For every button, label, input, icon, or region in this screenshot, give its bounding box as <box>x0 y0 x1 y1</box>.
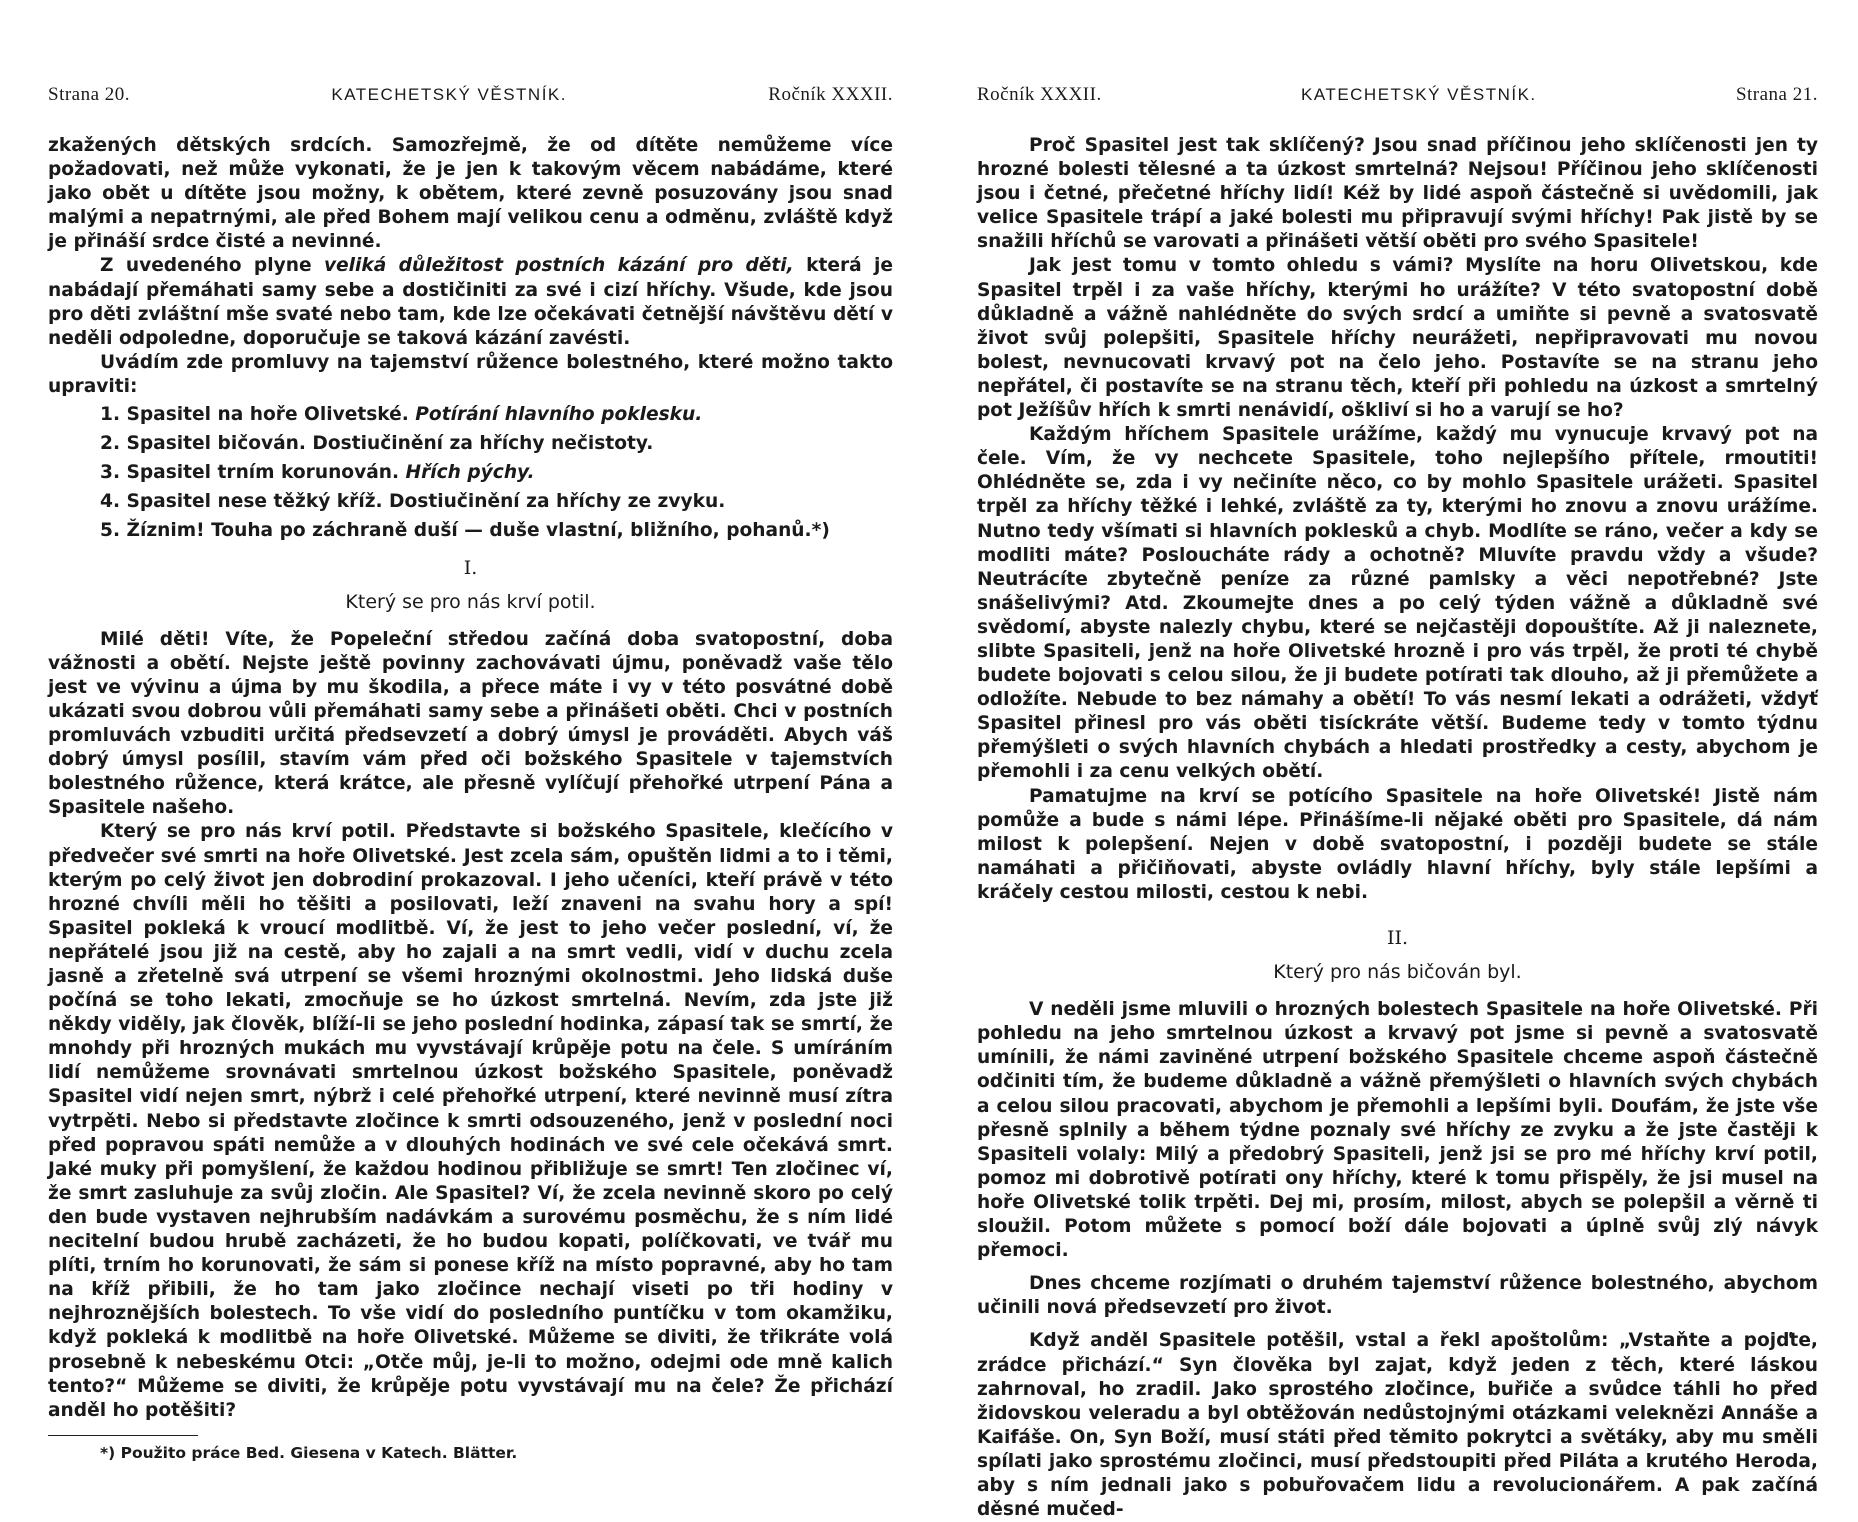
right-paragraph-2: Jak jest tomu v tomto ohledu s vámi? Myslíte na horu Olivetskou, kde Spasitel trpěl i za vaše hříchy, kterými ho urážíte? V této svatopostní době důkladně a vážně nahlédněte do svých srdcí a umiňte si pevně a svatosvatě život svůj polepšiti, Spasitele hříchy neurážeti, nepřipravovati mu novou bolest, nevnucovati krvavý pot na čelo jeho. Postavíte se na stranu jeho nepřátel, či postavíte se na stranu těch, kteří při pohledu na úzkost a smrtelný pot Ježíšův hřích k smrti nenávidí, oškliví si ho a varují se ho? <box>977 255 1818 422</box>
footnote-divider <box>48 1435 198 1436</box>
list-item <box>48 432 893 456</box>
right-page-number: Strana 21. <box>1735 84 1818 105</box>
right-paragraph-6: Dnes chceme rozjímati o druhém tajemství růžence bolestného, abychom učinili nová předsevzetí pro život. <box>977 1273 1818 1319</box>
left-p2-end: která je nabádají přemáhati samy sebe a dostičiniti za své i cizí hříchy. Všude, kde jsou pro děti zvláštní mše svaté nebo tam, kde lze očekávati četnější návštěvu dětí v neděli odpoledne, doporučuje se taková kázání zavésti. <box>48 255 893 349</box>
right-paragraph-1: Proč Spasitel jest tak sklíčený? Jsou snad příčinou jeho sklíčenosti jen ty hrozné bolesti tělesné a ta úzkost smrtelná? Nejsou! Příčinou jeho sklíčenosti jsou i četné, přečetné hříchy lidí! Kéž by lidé aspoň částečně si uvědomili, jak velice Spasitele trápí a jaké bolesti mu připravují svými hříchy! Pak jistě by se snažili hříchů se varovati a přinášeti větší oběti pro svého Spasitele! <box>977 135 1818 253</box>
left-page <box>0 0 929 1500</box>
right-paragraph-5: V neděli jsme mluvili o hrozných bolestech Spasitele na hoře Olivetské. Při pohledu na jeho smrtelnou úzkost a krvavý pot jsme si pevně a svatosvatě umínili, že námi zaviněné utrpení božského Spasitele chceme aspoň částečně odčiniti tím, že budeme důkladně a vážně přemýšleti o hlavních svých chybách a celou silou pracovati, abychom je přemohli a lepšími byli. Doufám, že jste vše přesně splnily a během týdne poznaly své hříchy ze zvyku a že jste častěji k Spasiteli volaly: Milý a předobrý Spasiteli, jenž jsi se pro mé hříchy krví potil, pomoz mi dobrotivě potírati ony hříchy, které k tomu přispěly, že jsi musel na hoře Olivetské tolik trpěti. Dej mi, prosím, milost, abych se polepšil a věrně ti sloužil. Potom můžete s pomocí boží dále bojovati a úplně svůj zlý návyk přemoci. <box>977 999 1818 1262</box>
right-paragraph-4: Pamatujme na krví se potícího Spasitele na hoře Olivetské! Jistě nám pomůže a bude s námi lépe. Přinášíme-li nějaké oběti pro Spasitele, dá nám milost k polepšení. Nejen v době svatopostní, i později budete se stále namáhati a přičiňovati, abyste ovládly hlavní hříchy, byly stále lepšími a kráčely cestou milosti, cestou k nebi. <box>977 785 1818 903</box>
right-paragraph-3: Každým hříchem Spasitele urážíme, každý mu vynucuje krvavý pot na čele. Vím, že vy nechcete Spasitele, toho nejlepšího přítele, rmoutiti! Ohlédněte se, zda i vy nečiníte něco, co by mohlo Spasitele urážeti. Spasitel trpěl za hříchy těžké i lehké, zvláště za ty, kterými ho znovu a znovu urážíme. Nutno tedy všímati si hlavních poklesků a chyb. Modlíte se ráno, večer a kdy se modliti máte? Posloucháte rády a ochotně? Mluvíte pravdu vždy a všude? Neutrácíte zbytečně peníze za různé pamlsky a věci nepotřebné? Jste snášelivými? Atd. Zkoumejte dnes a po celý týden vážně a důkladně své svědomí, abyste nalezly chybu, které se nejčastěji dopouštíte. Až ji naleznete, slibte Spasiteli, jenž na hoře Olivetské hrozně i pro vás trpěl, že proti té chybě budete bojovati s celou silou, že ji budete potírati tak dlouho, až ji přemůžete a odložíte. Nebude to bez námahy a obětí! To vás nesmí lekati a odrážeti, vždyť Spasitel přinesl pro vás oběti tisíckráte větší. Budeme tedy v tomto týdnu přemýšleti o svých hlavních chybách a hledati prostředky a cesty, abychom je přemohli i za cenu velkých obětí. <box>977 424 1818 783</box>
list-item <box>48 519 893 543</box>
left-paragraph-5: Který se pro nás krví potil. Představte si božského Spasitele, klečícího v předvečer své smrti na hoře Olivetské. Jest zcela sám, opuštěn lidmi a to i těmi, kterým po celý život jen dobrodiní prokazoval. I jeho učeníci, kteří právě v této hrozné chvíli měli ho těšiti a posilovati, leží znaveni na svahu hory a spí! Spasitel pokleká k vroucí modlitbě. Ví, že jest to jeho večer poslední, ví, že nepřátelé jsou již na cestě, aby ho zajali a na smrt vedli, vidí v duchu zcela jasně a zřetelně svá utrpení se všemi hroznými okolnostmi. Jeho lidská duše počíná se toho lekati, zmocňuje se ho úzkost smrtelná. Nevím, zda jste již někdy viděly, jak člověk, blíží-li se jeho poslední hodinka, zápasí tak se smrtí, že mnohdy při hrozných mukách mu vyvstávají krůpěje potu na čele. S umíráním lidí nemůžeme srovnávati smrtelnou úzkost božského Spasitele, poněvadž Spasitel vidí nejen smrt, nýbrž i celé přehořké utrpení, které nevinně musí zítra vytrpěti. Nebo si představte zločince k smrti odsouzeného, jenž v poslední noci před popravou spáti nemůže a v dlouhých hodinách ve své cele očekává smrt. Jaké muky při pomyšlení, že každou hodinou přibližuje se smrt! Ten zločinec ví, že smrt zasluhuje za svůj zločin. Ale Spasitel? Ví, že zcela nevinně skoro po celý den bude vystaven nejhrubším nadávkám a surovému posměchu, že s ním lidé necitelní budou hrubě zacházeti, že ho budou kopati, políčkovati, ve tvář mu plíti, trním ho korunovati, že sám si ponese kříž na místo popravné, aby ho tam na kříž přibili, že ho tam jako zločince nechají viseti po tři hodiny v nejhroznějších bolestech. To vše vidí do posledního puntíčku v tom okamžiku, když pokleká k modlitbě na hoře Olivetské. Můžeme se diviti, že třikráte volá prosebně k nebeskému Otci: „Otče můj, je-li to možno, odejmi ode mně kalich tento?“ Můžeme se diviti, že krůpěje potu vyvstávají mu na čele? Že přichází anděl ho potěšiti? <box>48 821 893 1421</box>
footnote: *) Použito práce Bed. Giesena v Katech. Blätter. <box>100 1443 518 1462</box>
list-item <box>48 461 893 485</box>
section-number-2: II. <box>1386 927 1409 949</box>
sermon-topic-list <box>48 403 893 543</box>
list-item-text: 5. Žíznim! Touha po záchraně duší — duše vlastní, bližního, pohanů.*) <box>100 520 830 542</box>
section-title-1: Který se pro nás krví potil. <box>345 590 596 613</box>
right-page <box>929 0 1858 1521</box>
list-item <box>48 403 893 427</box>
list-item-text: 3. Spasitel trním korunován. <box>100 462 406 484</box>
list-item-text: 1. Spasitel na hoře Olivetské. <box>100 404 416 426</box>
left-paragraph-2 <box>48 254 893 350</box>
list-item-text: 2. Spasitel bičován. Dostiučinění za hříchy nečistoty. <box>100 433 654 455</box>
list-item-emphasis: Potírání hlavního poklesku. <box>415 404 703 426</box>
section-title-2: Který pro nás bičován byl. <box>1273 961 1522 984</box>
left-paragraph-3: Uvádím zde promluvy na tajemství růžence bolestného, které možno takto upraviti: <box>48 351 893 397</box>
left-paragraph-4: Milé děti! Víte, že Popeleční středou začíná doba svatopostní, doba vážnosti a obětí. Nejste ještě povinny zachovávati újmu, poněvadž vaše tělo jest ve vývinu a újma by mu škodila, a přece máte i vy v této posvátné době ukázati svou dobrou vůli přemáhati samy sebe a přinášeti oběti. Chci v postních promluvách vzbuditi určitá předsevzetí a dobrý úmysl je prováděti. Abych váš dobrý úmysl posílil, stavím vám před oči božského Spasitele v tajemstvích bolestného růžence, která krátce, ale přesně vylíčují přehořké utrpení Pána a Spasitele našeho. <box>48 628 893 819</box>
left-page-body <box>48 134 893 1423</box>
left-volume: Ročník XXXII. <box>768 84 893 105</box>
right-journal-title: KATECHETSKÝ VĚSTNÍK. <box>1301 85 1537 104</box>
left-p2-start: Z uvedeného plyne <box>100 255 324 277</box>
right-page-body <box>977 134 1818 1522</box>
section-number-1: I. <box>463 556 478 579</box>
right-paragraph-7: Když anděl Spasitele potěšil, vstal a řekl apoštolům: „Vstaňte a pojďte, zrádce přichází.“ Syn člověka byl zajat, když jeden z těch, které láskou zahrnoval, ho zradil. Jako sprostého zločince, buřiče a svůdce táhli ho před židovskou veleradu a byl obtěžován nedůstojnými otázkami veleknězi Annáše a Kaifáše. On, Syn Boží, musí státi před těmito pokrytci a světáky, aby mu směli spílati jako sprostému zločinci, musí předstoupiti před Piláta a krutého Heroda, aby s ním jednali jako s pobuřovačem lidu a revolucionářem. A pak začíná děsné mučed- <box>977 1330 1818 1521</box>
left-p2-emphasis: veliká důležitost postních kázání pro děti, <box>323 255 794 277</box>
list-item-text: 4. Spasitel nese těžký kříž. Dostiučinění za hříchy ze zvyku. <box>100 491 726 513</box>
list-item-emphasis: Hřích pýchy. <box>405 462 535 484</box>
left-journal-title: KATECHETSKÝ VĚSTNÍK. <box>331 85 567 104</box>
left-paragraph-1: zkažených dětských srdcích. Samozřejmě, že od dítěte nemůžeme více požadovati, než může vykonati, že je jen k takovým věcem nabádáme, které jako obět u dítěte jsou možny, k obětem, které zevně posuzovány jsou snad malými a nepatrnými, ale před Bohem mají velikou cenu a odměnu, zvláště když je přináší srdce čisté a nevinné. <box>48 135 893 253</box>
right-volume: Ročník XXXII. <box>977 84 1102 105</box>
list-item <box>48 490 893 514</box>
right-page-header <box>977 84 1818 110</box>
left-page-header <box>48 84 893 110</box>
left-page-number: Strana 20. <box>48 84 131 105</box>
